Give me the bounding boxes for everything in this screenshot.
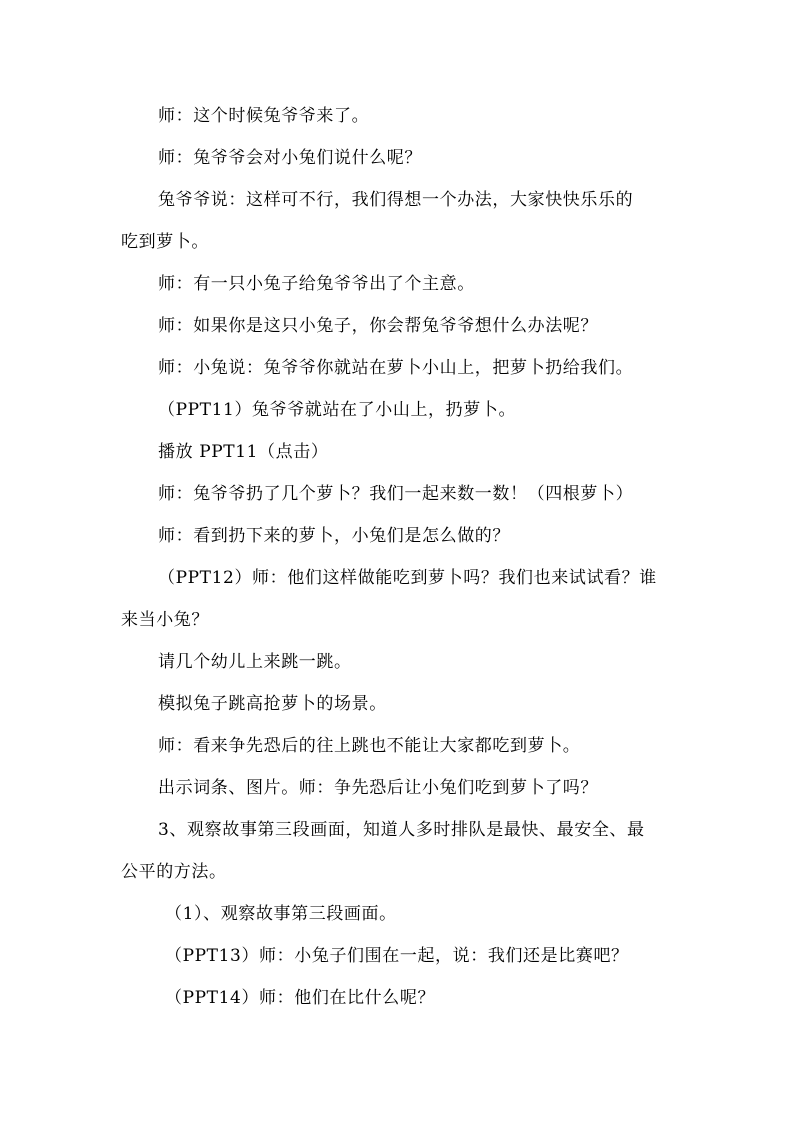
text-line: （PPT13）师：小兔子们围在一起，说：我们还是比赛吧？ bbox=[165, 946, 629, 966]
text-line: 兔爷爷说：这样可不行，我们得想一个办法，大家快快乐乐的 bbox=[158, 190, 634, 210]
text-line: 模拟兔子跳高抢萝卜的场景。 bbox=[158, 694, 387, 714]
text-line: 公平的方法。 bbox=[121, 862, 227, 882]
text-line: 3、观察故事第三段画面，知道人多时排队是最快、最安全、最 bbox=[158, 820, 645, 840]
text-line: 吃到萝卜。 bbox=[121, 232, 209, 252]
text-line: 师：这个时候兔爷爷来了。 bbox=[158, 106, 370, 126]
text-line: 师：兔爷爷会对小兔们说什么呢？ bbox=[158, 148, 422, 168]
text-line: 出示词条、图片。师：争先恐后让小兔们吃到萝卜了吗？ bbox=[158, 778, 598, 798]
text-line: 播放 PPT11（点击） bbox=[158, 442, 329, 462]
text-line: （PPT12）师：他们这样做能吃到萝卜吗？我们也来试试看？谁 bbox=[158, 568, 657, 588]
text-line: 来当小兔？ bbox=[121, 610, 209, 630]
text-line: 师：看到扔下来的萝卜，小兔们是怎么做的？ bbox=[158, 526, 510, 546]
text-line: （PPT14）师：他们在比什么呢？ bbox=[165, 988, 436, 1008]
text-line: 师：兔爷爷扔了几个萝卜？我们一起来数一数！（四根萝卜） bbox=[158, 484, 634, 504]
text-line: 师：如果你是这只小兔子，你会帮兔爷爷想什么办法呢？ bbox=[158, 316, 598, 336]
text-line: 请几个幼儿上来跳一跳。 bbox=[158, 652, 352, 672]
text-line: 师：小兔说：兔爷爷你就站在萝卜小山上，把萝卜扔给我们。 bbox=[158, 358, 634, 378]
text-line: （1）、观察故事第三段画面。 bbox=[165, 904, 397, 924]
text-line: 师：看来争先恐后的往上跳也不能让大家都吃到萝卜。 bbox=[158, 736, 581, 756]
text-line: （PPT11）兔爷爷就站在了小山上，扔萝卜。 bbox=[158, 400, 517, 420]
text-line: 师：有一只小兔子给兔爷爷出了个主意。 bbox=[158, 274, 475, 294]
